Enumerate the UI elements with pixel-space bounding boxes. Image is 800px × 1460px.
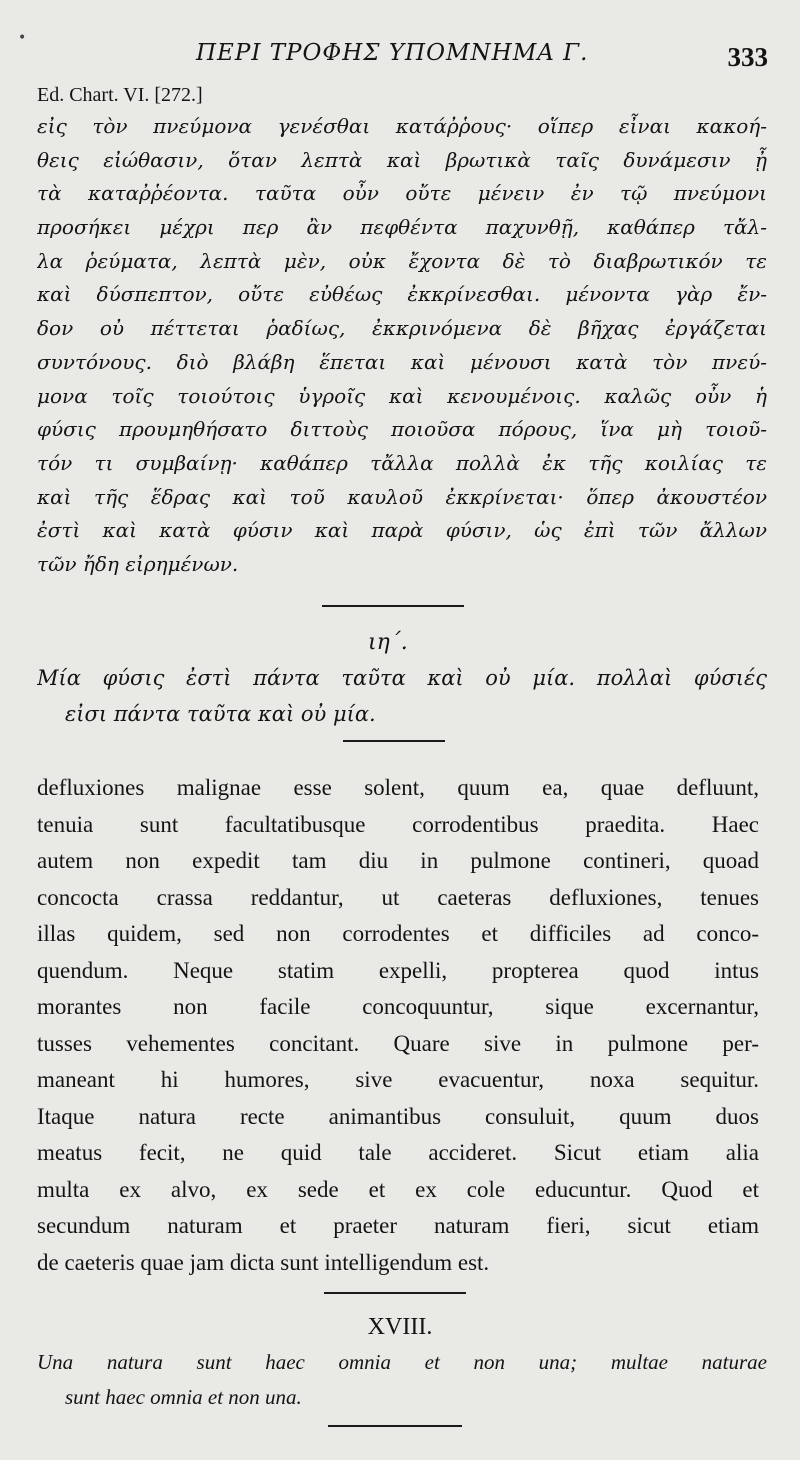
greek-line: καὶ δύσπεπτον, οὔτε εὐθέως ἐκκρίνεσθαι. μένοντα γὰρ ἔν- xyxy=(37,282,767,307)
running-head xyxy=(0,36,800,76)
latin-line: defluxiones malignae esse solent, quum ea, quae defluunt, xyxy=(37,775,759,800)
latin-line: illas quidem, sed non corrodentes et difficiles ad conco- xyxy=(37,921,759,946)
greek-text-block xyxy=(37,110,767,582)
latin-aphorism-line: sunt haec omnia et non una. xyxy=(65,1385,302,1409)
greek-line: τὰ καταῤῥέοντα. ταῦτα οὖν οὔτε μένειν ἐν τῷ πνεύμονι xyxy=(37,181,767,206)
greek-aphorism-line: εἰσι πάντα ταῦτα καὶ οὐ μία. xyxy=(65,702,376,726)
greek-line: λα ῥεύματα, λεπτὰ μὲν, οὐκ ἔχοντα δὲ τὸ διαβρωτικόν τε xyxy=(37,248,767,273)
greek-line: τόν τι συμβαίνῃ· καθάπερ τἄλλα πολλὰ ἐκ τῆς κοιλίας τε xyxy=(37,450,767,475)
greek-line: εἰς τὸν πνεύμονα γενέσθαι κατάῤῥους· οἵπερ εἶναι κακοή- xyxy=(37,114,767,138)
greek-line: προσήκει μέχρι περ ἂν πεφθέντα παχυνθῇ, καθάπερ τἄλ- xyxy=(37,215,767,240)
greek-line: θεις εἰώθασιν, ὅταν λεπτὰ καὶ βρωτικὰ ταῖς δυνάμεσιν ᾖ xyxy=(37,147,767,172)
greek-aphorism xyxy=(37,660,767,732)
latin-line: tusses vehementes concitant. Quare sive in pulmone per- xyxy=(37,1030,759,1056)
section-divider-rule xyxy=(328,1425,462,1427)
latin-section-number: XVIII. xyxy=(367,1314,433,1340)
latin-line: maneant hi humores, sive evacuentur, noxa sequitur. xyxy=(37,1067,759,1092)
greek-aphorism-line: Μία φύσις ἐστὶ πάντα ταῦτα καὶ οὐ μία. πολλαὶ φύσιές xyxy=(37,666,767,690)
latin-line: multa ex alvo, ex sede et ex cole educuntur. Quod et xyxy=(37,1176,759,1202)
corner-mark: • xyxy=(18,30,27,46)
latin-line: autem non expedit tam diu in pulmone contineri, quoad xyxy=(37,848,759,873)
latin-line: Itaque natura recte animantibus consuluit, quum duos xyxy=(37,1103,759,1129)
latin-aphorism xyxy=(37,1345,767,1415)
section-divider-rule xyxy=(322,605,464,607)
latin-line: meatus fecit, ne quid tale accideret. Sicut etiam alia xyxy=(37,1140,759,1165)
greek-section-number: ιη΄. xyxy=(368,630,408,655)
latin-line: concocta crassa reddantur, ut caeteras defluxiones, tenues xyxy=(37,884,759,910)
greek-line: καὶ τῆς ἕδρας καὶ τοῦ καυλοῦ ἐκκρίνεται· ὅπερ ἀκουστέον xyxy=(37,484,767,509)
latin-line: quendum. Neque statim expelli, propterea quod intus xyxy=(37,957,759,983)
section-divider-rule xyxy=(343,740,445,742)
greek-line: δον οὐ πέττεται ῥαδίως, ἐκκρινόμενα δὲ βῆχας ἐργάζεται xyxy=(37,316,767,341)
section-divider-rule xyxy=(324,1292,466,1294)
greek-line: ἐστὶ καὶ κατὰ φύσιν καὶ παρὰ φύσιν, ὡς ἐπὶ τῶν ἄλλων xyxy=(37,518,767,543)
page-number: 333 xyxy=(727,42,768,72)
latin-text-block xyxy=(37,770,759,1281)
latin-line: morantes non facile concoquuntur, sique excernantur, xyxy=(37,994,759,1019)
greek-line: τῶν ἤδη εἰρημένων. xyxy=(37,551,239,576)
latin-line: de caeteris quae jam dicta sunt intelligendum est. xyxy=(37,1249,490,1275)
greek-line: συντόνους. διὸ βλάβη ἕπεται καὶ μένουσι κατὰ τὸν πνεύ- xyxy=(37,349,767,374)
latin-line: tenuia sunt facultatibusque corrodentibus praedita. Haec xyxy=(37,811,759,837)
edition-reference: Ed. Chart. VI. [272.] xyxy=(37,84,203,106)
latin-aphorism-line: Una natura sunt haec omnia et non una; multae naturae xyxy=(37,1350,767,1374)
running-title: ΠΕΡΙ ΤΡΟΦΗΣ ΥΠΟΜΝΗΜΑ Γ. xyxy=(196,40,589,66)
greek-line: φύσις προυμηθήσατο διττοὺς ποιοῦσα πόρους, ἵνα μὴ τοιοῦ- xyxy=(37,417,767,442)
greek-line: μονα τοῖς τοιούτοις ὑγροῖς καὶ κενουμένοις. καλῶς οὖν ἡ xyxy=(37,383,767,408)
latin-line: secundum naturam et praeter naturam fieri, sicut etiam xyxy=(37,1213,759,1238)
